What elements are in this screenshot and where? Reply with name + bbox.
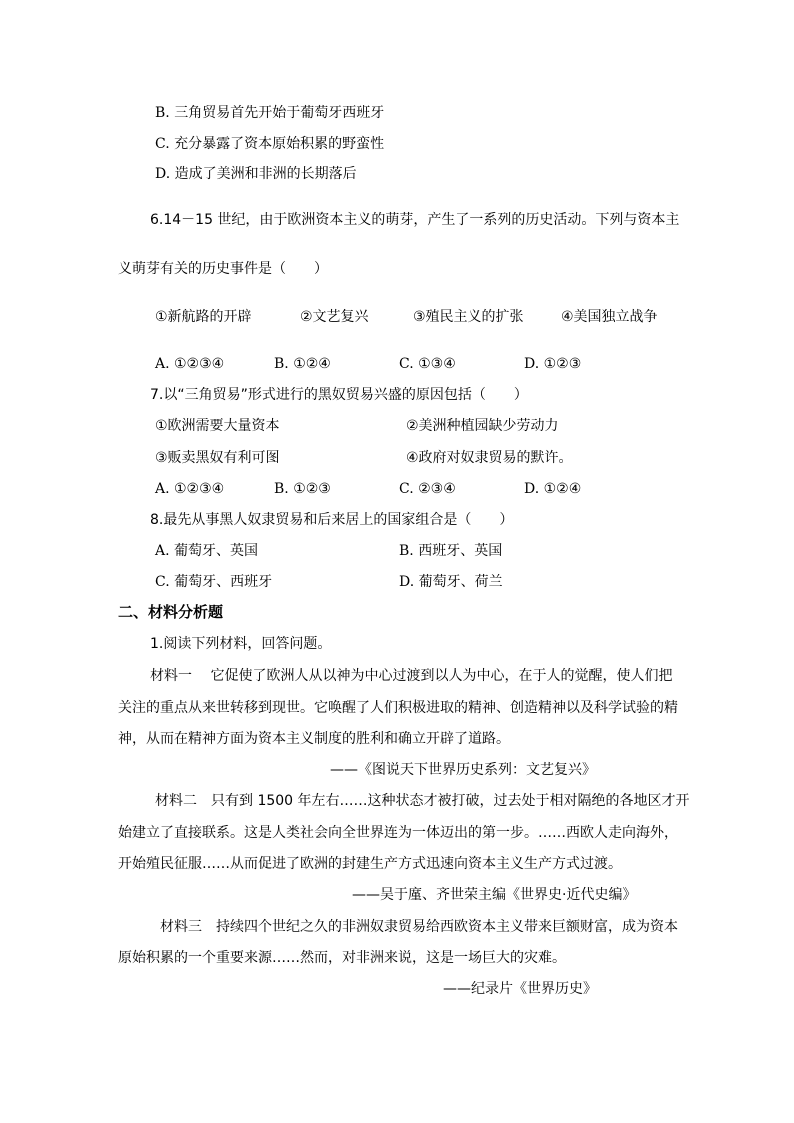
q8-stem: 8.最先从事黑人奴隶贸易和后来居上的国家组合是（ ） bbox=[150, 512, 514, 528]
material2-line2: 始建立了直接联系。这是人类社会向全世界连为一体迈出的第一步。……西欧人走向海外， bbox=[118, 825, 678, 841]
q7-item-1: ①欧洲需要大量资本 bbox=[155, 418, 280, 434]
material1-line2: 关注的重点从来世转移到现世。它唤醒了人们积极进取的精神、创造精神以及科学试验的精 bbox=[118, 700, 678, 716]
material2-line3: 开始殖民征服……从而促进了欧洲的封建生产方式迅速向资本主义生产方式过渡。 bbox=[118, 856, 622, 872]
q1-stem: 1.阅读下列材料，回答问题。 bbox=[150, 636, 332, 652]
q7-option-d: D. ①②④ bbox=[524, 481, 582, 497]
material1-source: ——《图说天下世界历史系列：文艺复兴》 bbox=[330, 762, 596, 778]
q7-option-a: A. ①②③④ bbox=[155, 481, 225, 497]
q8-option-c: C. 葡萄牙、西班牙 bbox=[155, 574, 273, 590]
q6-stem-line2: 义萌芽有关的历史事件是（ ） bbox=[118, 261, 328, 277]
q7-item-2: ②美洲种植园缺少劳动力 bbox=[406, 418, 559, 434]
q7-item-4: ④政府对奴隶贸易的默许。 bbox=[406, 450, 573, 466]
q6-option-a: A. ①②③④ bbox=[155, 356, 225, 372]
section-heading: 二、材料分析题 bbox=[118, 603, 224, 621]
material1-line3: 神，从而在精神方面为资本主义制度的胜利和确立开辟了道路。 bbox=[118, 731, 510, 747]
material1-line1: 材料一 它促使了欧洲人从以神为中心过渡到以人为中心，在于人的觉醒，使人们把 bbox=[150, 668, 673, 684]
material3-line2: 原始积累的一个重要来源……然而，对非洲来说，这是一场巨大的灾难。 bbox=[118, 950, 566, 966]
q6-item-4: ④美国独立战争 bbox=[561, 309, 658, 325]
q5-option-c: C. 充分暴露了资本原始积累的野蛮性 bbox=[155, 136, 385, 152]
material2-source: ——吴于廑、齐世荣主编《世界史·近代史编》 bbox=[352, 887, 637, 903]
q5-option-b: B. 三角贸易首先开始于葡萄牙西班牙 bbox=[155, 105, 385, 121]
q6-option-b: B. ①②④ bbox=[274, 356, 331, 372]
q8-option-d: D. 葡萄牙、荷兰 bbox=[399, 574, 503, 590]
material3-line1: 材料三 持续四个世纪之久的非洲奴隶贸易给西欧资本主义带来巨额财富，成为资本 bbox=[160, 919, 678, 935]
q6-item-2: ②文艺复兴 bbox=[300, 309, 369, 325]
q6-stem-line1: 6.14－15 世纪，由于欧洲资本主义的萌芽，产生了一系列的历史活动。下列与资本主 bbox=[150, 212, 680, 228]
q8-option-b: B. 西班牙、英国 bbox=[399, 543, 503, 559]
q7-item-3: ③贩卖黑奴有利可图 bbox=[155, 450, 280, 466]
q6-option-c: C. ①③④ bbox=[399, 356, 456, 372]
q6-option-d: D. ①②③ bbox=[524, 356, 582, 372]
q6-item-1: ①新航路的开辟 bbox=[155, 309, 252, 325]
q6-item-3: ③殖民主义的扩张 bbox=[413, 309, 524, 325]
material2-line1: 材料二 只有到 1500 年左右……这种状态才被打破，过去处于相对隔绝的各地区才开 bbox=[155, 793, 690, 809]
q7-option-b: B. ①②③ bbox=[274, 481, 331, 497]
q7-stem: 7.以“三角贸易”形式进行的黑奴贸易兴盛的原因包括（ ） bbox=[150, 387, 528, 403]
q5-option-d: D. 造成了美洲和非洲的长期落后 bbox=[155, 166, 357, 182]
material3-source: ——纪录片《世界历史》 bbox=[443, 981, 597, 997]
q7-option-c: C. ②③④ bbox=[399, 481, 456, 497]
q8-option-a: A. 葡萄牙、英国 bbox=[155, 543, 259, 559]
